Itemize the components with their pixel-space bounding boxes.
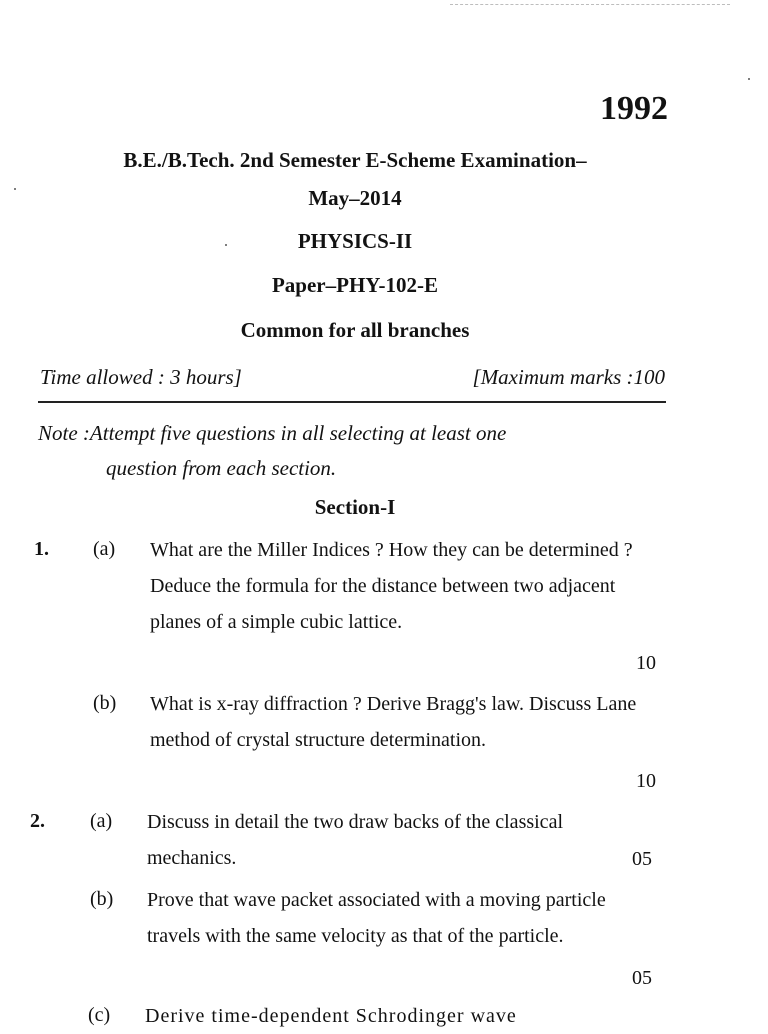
- paper-code: 1992: [600, 90, 668, 127]
- subject-title: PHYSICS-II: [297, 229, 413, 253]
- sub-question-text: Prove that wave packet associated with a moving particle travels with the same velocity as that of the particle.: [147, 889, 606, 947]
- exam-meta-row: [40, 365, 665, 397]
- sub-question-label: (b): [90, 888, 114, 910]
- exam-date: May–2014: [308, 186, 402, 210]
- marks-value: 10: [636, 770, 656, 792]
- question-number: 1.: [34, 538, 49, 560]
- sub-question-text: Discuss in detail the two draw backs of the classical mechanics.: [147, 811, 563, 869]
- sub-question-text: What is x-ray diffraction ? Derive Bragg's law. Discuss Lane method of crystal structure determination.: [150, 693, 637, 751]
- note-label: Note :: [38, 421, 90, 445]
- sub-question-text: Derive time-dependent Schrodinger wave: [145, 1005, 517, 1027]
- paper-title: Paper–PHY-102-E: [271, 273, 439, 297]
- note-line-2: question from each section.: [106, 456, 337, 480]
- divider-rule: [38, 401, 666, 403]
- time-allowed: Time allowed : 3 hours]: [40, 365, 242, 389]
- sub-question-label: (b): [93, 692, 117, 714]
- section-heading: Section-I: [314, 495, 396, 519]
- marks-value: 10: [636, 652, 656, 674]
- sub-question-label: (a): [93, 538, 116, 560]
- scan-speck: [748, 78, 750, 80]
- branches-line: Common for all branches: [240, 318, 470, 342]
- maximum-marks: [Maximum marks :100: [472, 365, 665, 389]
- sub-question-text: What are the Miller Indices ? How they can be determined ? Deduce the formula for the distance between two adjacent planes of a simple cubic lattice.: [150, 539, 633, 633]
- instructions-note: [38, 416, 668, 486]
- marks-value: 05: [632, 848, 652, 870]
- exam-title: B.E./B.Tech. 2nd Semester E-Scheme Examination–: [123, 148, 587, 172]
- note-line-1: Attempt five questions in all selecting at least one: [89, 421, 507, 445]
- scan-artifact-line: [450, 4, 730, 7]
- question-number: 2.: [30, 810, 45, 832]
- sub-question-label: (c): [88, 1004, 111, 1026]
- marks-value: 05: [632, 967, 652, 989]
- sub-question-label: (a): [90, 810, 113, 832]
